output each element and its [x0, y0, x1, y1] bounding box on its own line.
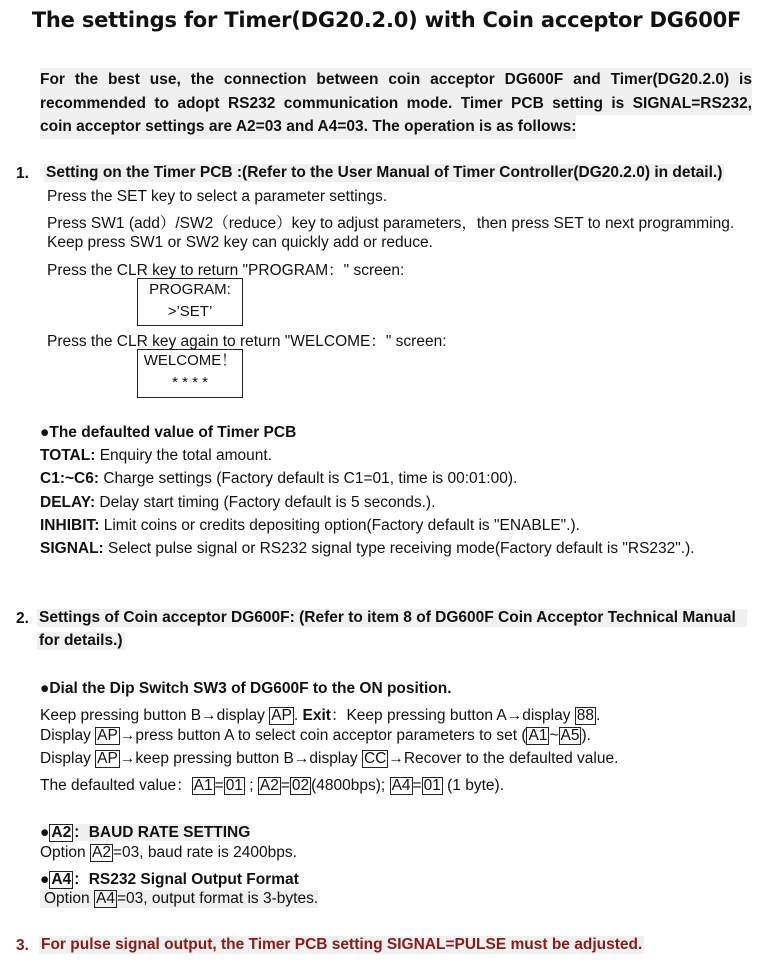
defaults-item	[40, 540, 695, 558]
dg600f-line	[40, 727, 591, 745]
display-ap-box: AP	[97, 727, 118, 744]
text: Keep pressing button B→display	[40, 707, 270, 724]
defaults-text: Limit coins or credits depositing option(Factory default is "ENABLE".).	[99, 517, 580, 534]
defaults-item	[40, 517, 580, 535]
section1-line: Press SW1 (add）/SW2（reduce）key to adjust parameters，then press SET to next programming.	[47, 215, 735, 232]
section3-number: 3.	[16, 937, 29, 954]
text: →Recover to the defaulted value.	[388, 750, 619, 767]
screen-line: >’SET’	[167, 303, 213, 320]
dg600f-defaults-line	[40, 773, 504, 795]
value-01-box: 01	[423, 777, 441, 794]
intro-line: For the best use, the connection between coin acceptor DG600F and Timer(DG20.2.0) is	[40, 68, 752, 92]
program-screen	[137, 278, 243, 326]
section1-line: Keep press SW1 or SW2 key can quickly add or reduce.	[47, 234, 433, 251]
intro-paragraph	[40, 68, 752, 139]
value-02-box: 02	[291, 777, 310, 794]
text: The defaulted value：	[40, 777, 192, 794]
text: (4800bps);	[311, 777, 390, 794]
text: Display	[40, 727, 96, 744]
param-a2-box: A2	[91, 844, 111, 861]
text: Display	[40, 750, 96, 767]
text: (1 byte).	[442, 777, 505, 794]
defaults-key: TOTAL:	[40, 447, 96, 464]
section1-number: 1.	[16, 165, 29, 182]
text: .	[293, 707, 303, 724]
display-a5-box: A5	[560, 727, 580, 744]
param-a4-box: A4	[51, 871, 72, 888]
text: =	[412, 777, 422, 794]
screen-line: * * * *	[172, 374, 208, 391]
defaults-key: DELAY:	[40, 494, 96, 511]
section1-heading: Setting on the Timer PCB :(Refer to the User Manual of Timer Controller(DG20.2.0) in detail.)	[46, 164, 723, 181]
section2-heading-cont: for details.)	[39, 632, 123, 649]
defaults-item	[40, 470, 517, 488]
defaults-item	[40, 494, 435, 512]
text: =03, output format is 3-bytes.	[116, 890, 319, 907]
defaults-heading: ●The defaulted value of Timer PCB	[40, 424, 297, 441]
text: ~	[549, 727, 559, 744]
a2-heading	[40, 820, 250, 842]
text: ;	[244, 777, 258, 794]
defaults-key: C1:~C6:	[40, 470, 100, 487]
intro-line: recommended to adopt RS232 communication mode. Timer PCB setting is SIGNAL=RS232,	[40, 92, 752, 116]
defaults-text: Delay start timing (Factory default is 5 seconds.).	[95, 494, 436, 511]
a2-option	[40, 844, 297, 862]
defaults-key: SIGNAL:	[40, 540, 104, 557]
section2-number: 2.	[16, 610, 29, 627]
section1-line: Press the SET key to select a parameter settings.	[47, 188, 388, 205]
text: →press button A to select coin acceptor parameters to set (	[119, 727, 527, 744]
section1-line: Press the CLR key to return "PROGRAM：" screen:	[47, 262, 405, 279]
defaults-item	[40, 447, 272, 465]
param-a2-box: A2	[51, 824, 72, 841]
text: Option	[40, 844, 90, 861]
defaults-text: Select pulse signal or RS232 signal type receiving mode(Factory default is "RS232".).	[103, 540, 695, 557]
param-a4-box: A4	[95, 890, 115, 907]
defaults-key: INHIBIT:	[40, 517, 100, 534]
dg600f-line	[40, 750, 618, 768]
text: Option	[44, 890, 94, 907]
exit-label: Exit	[302, 707, 331, 724]
dip-switch-heading: ●Dial the Dip Switch SW3 of DG600F to the ON position.	[40, 680, 452, 697]
bullet: ●	[40, 824, 50, 841]
text: =03, baud rate is 2400bps.	[112, 844, 297, 861]
text: →keep pressing button B→display	[119, 750, 362, 767]
section3-text: For pulse signal output, the Timer PCB setting SIGNAL=PULSE must be adjusted.	[41, 936, 643, 953]
defaults-text: Enquiry the total amount.	[95, 447, 273, 464]
a4-heading-text: ：RS232 Signal Output Format	[73, 871, 299, 888]
param-a1-box: A1	[193, 777, 213, 794]
dg600f-line	[40, 703, 600, 725]
a4-heading	[40, 867, 299, 889]
display-ap-box: AP	[97, 750, 118, 767]
display-a1-box: A1	[528, 727, 548, 744]
a2-heading-text: ：BAUD RATE SETTING	[73, 824, 251, 841]
text: =	[280, 777, 290, 794]
welcome-screen	[137, 349, 243, 398]
text: ：Keep pressing button A→display	[330, 707, 575, 724]
section1-line: Press the CLR key again to return "WELCOME：" screen:	[47, 333, 447, 350]
value-01-box: 01	[225, 777, 243, 794]
display-ap-box: AP	[271, 707, 292, 724]
text: .	[596, 707, 601, 724]
text: ).	[581, 727, 591, 744]
defaults-text: Charge settings (Factory default is C1=01, time is 00:01:00).	[99, 470, 518, 487]
text: =	[214, 777, 224, 794]
a4-option	[40, 890, 318, 908]
screen-line: PROGRAM:	[149, 281, 231, 298]
section2-heading: Settings of Coin acceptor DG600F: (Refer to item 8 of DG600F Coin Acceptor Technical Manual	[37, 609, 747, 627]
intro-line: coin acceptor settings are A2=03 and A4=03. The operation is as follows:	[40, 115, 576, 139]
page-title: The settings for Timer(DG20.2.0) with Coin acceptor DG600F	[31, 8, 742, 32]
bullet: ●	[40, 871, 50, 888]
display-88-box: 88	[576, 707, 595, 724]
param-a4-box: A4	[391, 777, 411, 794]
param-a2-box: A2	[259, 777, 279, 794]
screen-line: WELCOME！	[143, 352, 237, 369]
display-cc-box: CC	[363, 750, 387, 767]
